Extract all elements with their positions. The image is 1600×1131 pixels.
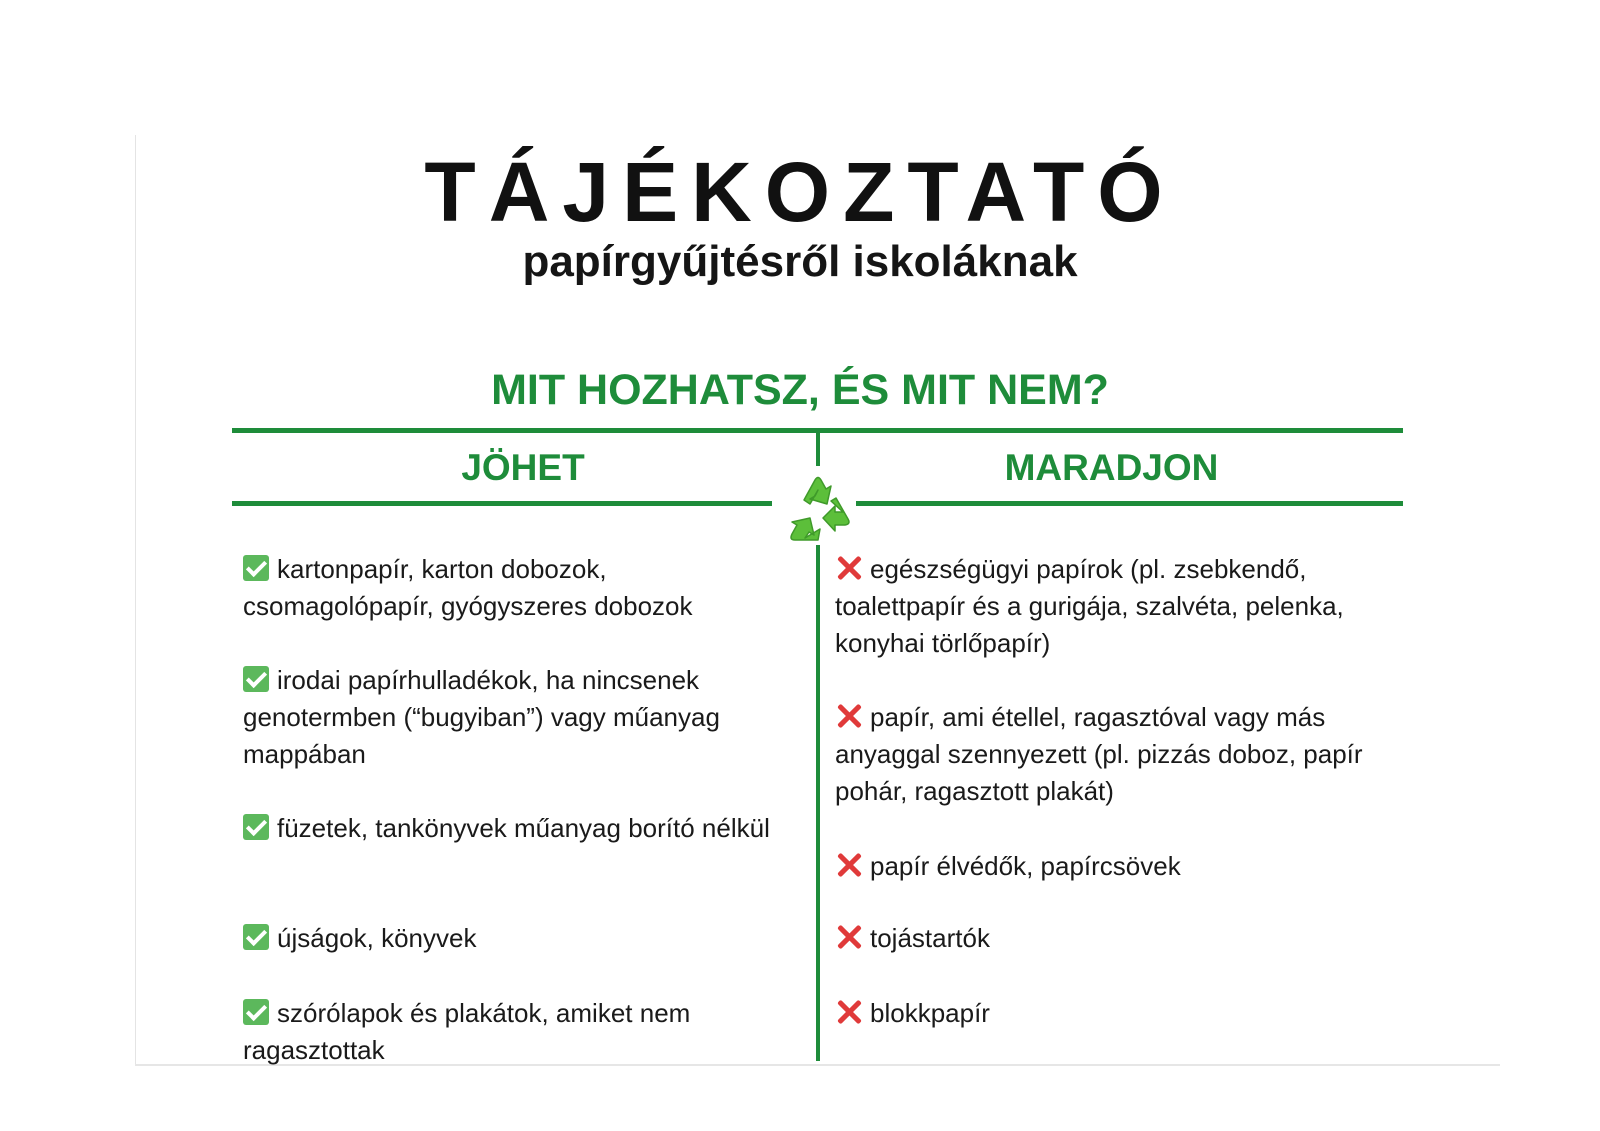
- allowed-item: kartonpapír, karton dobozok, csomagolópapír, gyógyszeres dobozok: [243, 554, 693, 621]
- allowed-item: újságok, könyvek: [243, 920, 783, 957]
- header-rule-right: [856, 501, 1403, 506]
- cross-icon: [835, 851, 863, 879]
- not-allowed-item: blokkpapír: [835, 995, 1405, 1032]
- column-divider: [816, 545, 820, 1061]
- allowed-item: irodai papírhulladékok, ha nincsenek genotermben (“bugyiban”) vagy műanyag mappában: [243, 665, 720, 769]
- header-rule-left: [232, 501, 772, 506]
- cross-icon: [835, 923, 863, 951]
- not-allowed-column-heading: MARADJON: [1004, 447, 1219, 488]
- check-icon: [243, 666, 269, 692]
- not-allowed-item: egészségügyi papírok (pl. zsebkendő, toalettpapír és a gurigája, szalvéta, pelenka, konyhai törlőpapír): [835, 554, 1344, 658]
- page-title: TÁJÉKOZTATÓ: [424, 145, 1176, 239]
- not-allowed-item: papír élvédők, papírcsövek: [835, 848, 1405, 885]
- cross-icon: [835, 998, 863, 1026]
- allowed-item: szórólapok és plakátok, amiket nem ragasztottak: [243, 998, 691, 1065]
- allowed-column-heading: JÖHET: [461, 447, 585, 488]
- page-subtitle: papírgyűjtésről iskoláknak: [522, 237, 1078, 286]
- check-icon: [243, 999, 269, 1025]
- check-icon: [243, 814, 269, 840]
- check-icon: [243, 555, 269, 581]
- not-allowed-item: tojástartók: [835, 920, 1405, 957]
- cross-icon: [835, 702, 863, 730]
- check-icon: [243, 924, 269, 950]
- page-crop-margin: [140, 1066, 1540, 1131]
- section-question: MIT HOZHATSZ, ÉS MIT NEM?: [491, 366, 1109, 414]
- not-allowed-item: papír, ami étellel, ragasztóval vagy más anyaggal szennyezett (pl. pizzás doboz, papír pohár, ragasztott plakát): [835, 702, 1363, 806]
- recycle-icon: [774, 468, 862, 548]
- allowed-item: füzetek, tankönyvek műanyag borító nélkül: [243, 810, 783, 847]
- cross-icon: [835, 554, 863, 582]
